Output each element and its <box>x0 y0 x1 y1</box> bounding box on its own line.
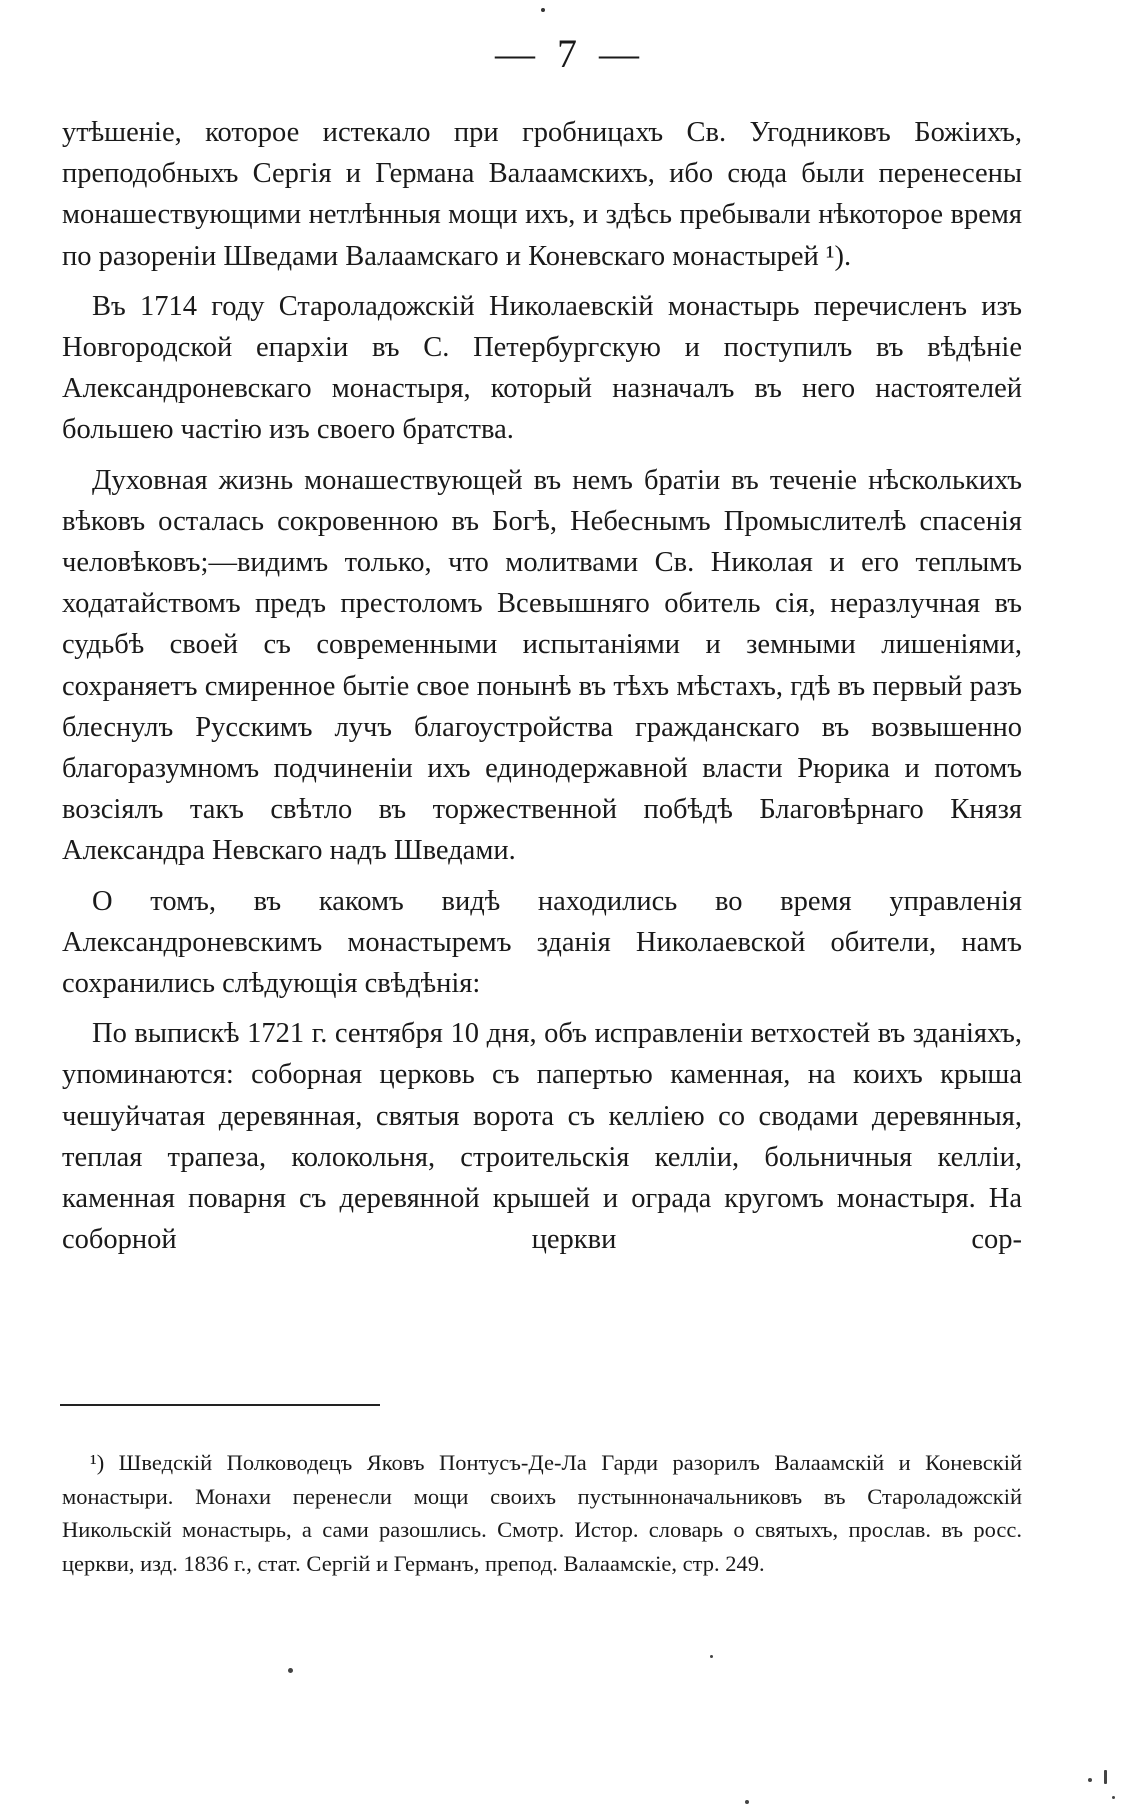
paragraph-4: О томъ, въ какомъ видѣ находились во время управленія Александроневскимъ монастыремъ зданія Николаевской обители, намъ сохранились слѣдующія свѣдѣнія: <box>62 885 1022 1000</box>
paragraph-3: Духовная жизнь монашествующей въ немъ братіи въ теченіе нѣсколькихъ вѣковъ осталась сокровенною въ Богѣ, Небеснымъ Промыслителѣ спасенія человѣковъ;—видимъ только, что молитвами Св. Николая и его теплымъ ходатайствомъ предъ престоломъ Всевышняго обитель сія, неразлучная въ судьбѣ своей съ современными испытаніями и земными лишеніями, сохраняетъ смиренное бытіе свое понынѣ въ тѣхъ мѣстахъ, гдѣ въ первый разъ блеснулъ Русскимъ лучъ благоустройства гражданскаго въ возвышенно благоразумномъ подчиненіи ихъ единодержавной власти Рюрика и потомъ возсіялъ такъ свѣтло въ торжественной побѣдѣ Благовѣрнаго Князя Александра Невскаго надъ Шведами. <box>62 464 1022 867</box>
page-number: — 7 — <box>495 31 645 76</box>
print-speck <box>1104 1770 1107 1784</box>
paragraph-5: По выпискѣ 1721 г. сентября 10 дня, объ исправленіи ветхостей въ зданіяхъ, упоминаются: соборная церковь съ папертью каменная, на коихъ крыша чешуйчатая деревянная, святыя ворота съ келліею со сводами деревянныя, теплая трапеза, колокольня, строительскія келліи, больничныя келліи, каменная поварня съ деревянной крышей и ограда кругомъ монастыря. На соборной церкви сор- <box>62 1018 1022 1256</box>
print-speck <box>710 1655 713 1658</box>
footnote-divider <box>60 1404 380 1406</box>
main-text <box>62 112 1022 1269</box>
paragraph-1: утѣшеніе, которое истекало при гробницахъ Св. Угодниковъ Божіихъ, преподобныхъ Сергія и Германа Валаамскихъ, ибо сюда были перенесены монашествующими нетлѣнныя мощи ихъ, и здѣсь пребывали нѣкоторое время по разореніи Шведами Валаамскаго и Коневскаго монастырей ¹). <box>62 117 1022 272</box>
footnotes <box>62 1446 1022 1580</box>
print-speck <box>745 1800 749 1804</box>
footnote-1: ¹) Шведскій Полководецъ Яковъ Понтусъ-Де-Ла Гарди разорилъ Валаамскій и Коневскій монастыри. Монахи перенесли мощи своихъ пустынноначальниковъ въ Староладожскій Никольскій монастырь, а сами разошлись. Смотр. Истор. словарь о святыхъ, прослав. въ росс. церкви, изд. 1836 г., стат. Сергій и Германъ, препод. Валаамскіе, стр. 249. <box>62 1450 1022 1576</box>
print-speck <box>541 8 545 12</box>
print-speck <box>1088 1778 1092 1782</box>
print-speck <box>1112 1796 1115 1799</box>
print-speck <box>288 1668 293 1673</box>
paragraph-2: Въ 1714 году Староладожскій Николаевскій монастырь перечисленъ изъ Новгородской епархіи въ С. Петербургскую и поступилъ въ вѣдѣніе Александроневскаго монастыря, который назначалъ въ него настоятелей большею частію изъ своего братства. <box>62 290 1022 446</box>
